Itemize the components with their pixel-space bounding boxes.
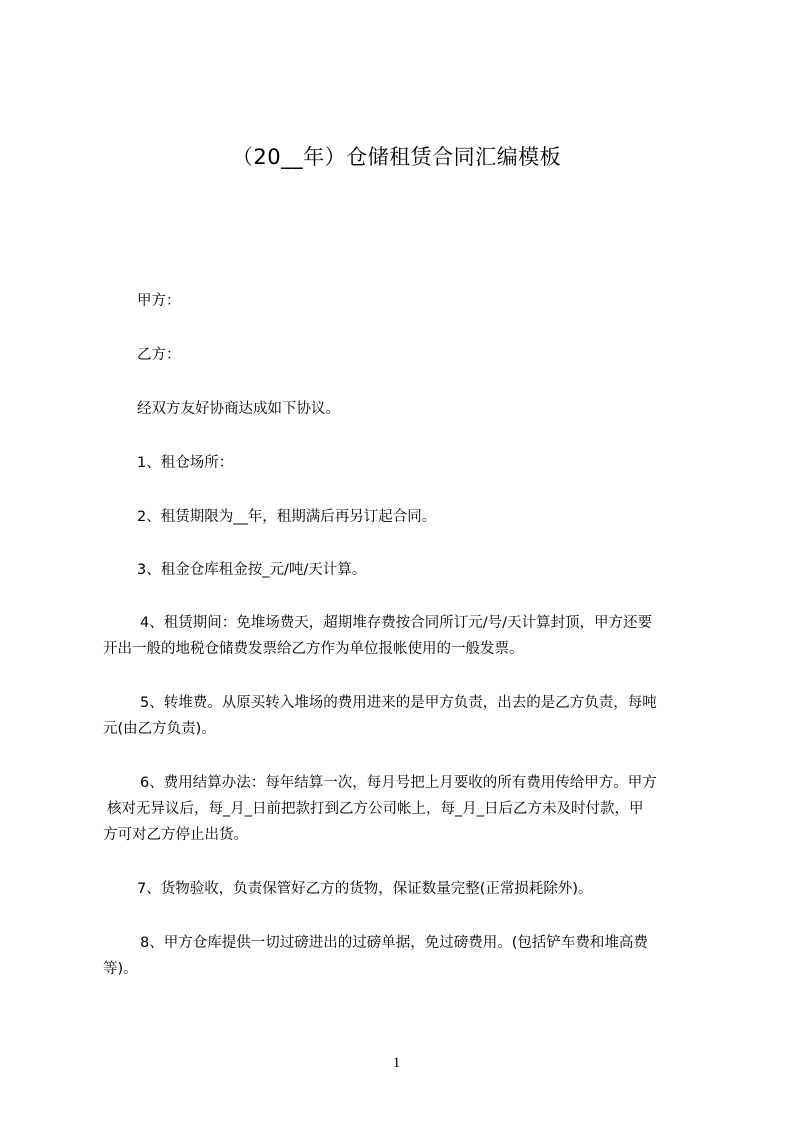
clause-7: 7、货物验收，负责保管好乙方的货物，保证数量完整(正常损耗除外)。 bbox=[137, 881, 593, 897]
party-b-label: 乙方： bbox=[137, 347, 181, 363]
clause-4-line-2: 开出一般的地税仓储费发票给乙方作为单位报帐使用的一般发票。 bbox=[103, 641, 524, 657]
page-number: 1 bbox=[392, 1055, 401, 1071]
clause-8-line-2: 等)。 bbox=[103, 961, 138, 977]
clause-1: 1、租仓场所： bbox=[137, 455, 234, 471]
clause-5-line-1: 5、转堆费。从原买转入堆场的费用进来的是甲方负责，出去的是乙方负责，每吨 bbox=[140, 695, 657, 711]
document-title: （20__年）仓储租赁合同汇编模板 bbox=[231, 145, 562, 169]
clause-2: 2、租赁期限为__年，租期满后再另订起合同。 bbox=[137, 509, 437, 525]
party-a-label: 甲方： bbox=[137, 293, 181, 309]
clause-6-line-1: 6、费用结算办法：每年结算一次，每月号把上月要收的所有费用传给甲方。甲方 bbox=[140, 775, 657, 791]
clause-4-line-1: 4、租赁期间：免堆场费天，超期堆存费按合同所订元/号/天计算封顶，甲方还要 bbox=[140, 615, 652, 631]
clause-8-line-1: 8、甲方仓库提供一切过磅进出的过磅单据，免过磅费用。(包括铲车费和堆高费 bbox=[140, 935, 648, 951]
clause-5-line-2: 元(由乙方负责)。 bbox=[103, 721, 216, 737]
clause-6-line-2: 核对无异议后，每_月_日前把款打到乙方公司帐上，每_月_日后乙方未及时付款，甲 bbox=[107, 801, 644, 817]
intro-paragraph: 经双方友好协商达成如下协议。 bbox=[137, 401, 340, 417]
clause-3: 3、租金仓库租金按_元/吨/天计算。 bbox=[137, 562, 367, 578]
clause-6-line-3: 方可对乙方停止出货。 bbox=[103, 827, 248, 843]
